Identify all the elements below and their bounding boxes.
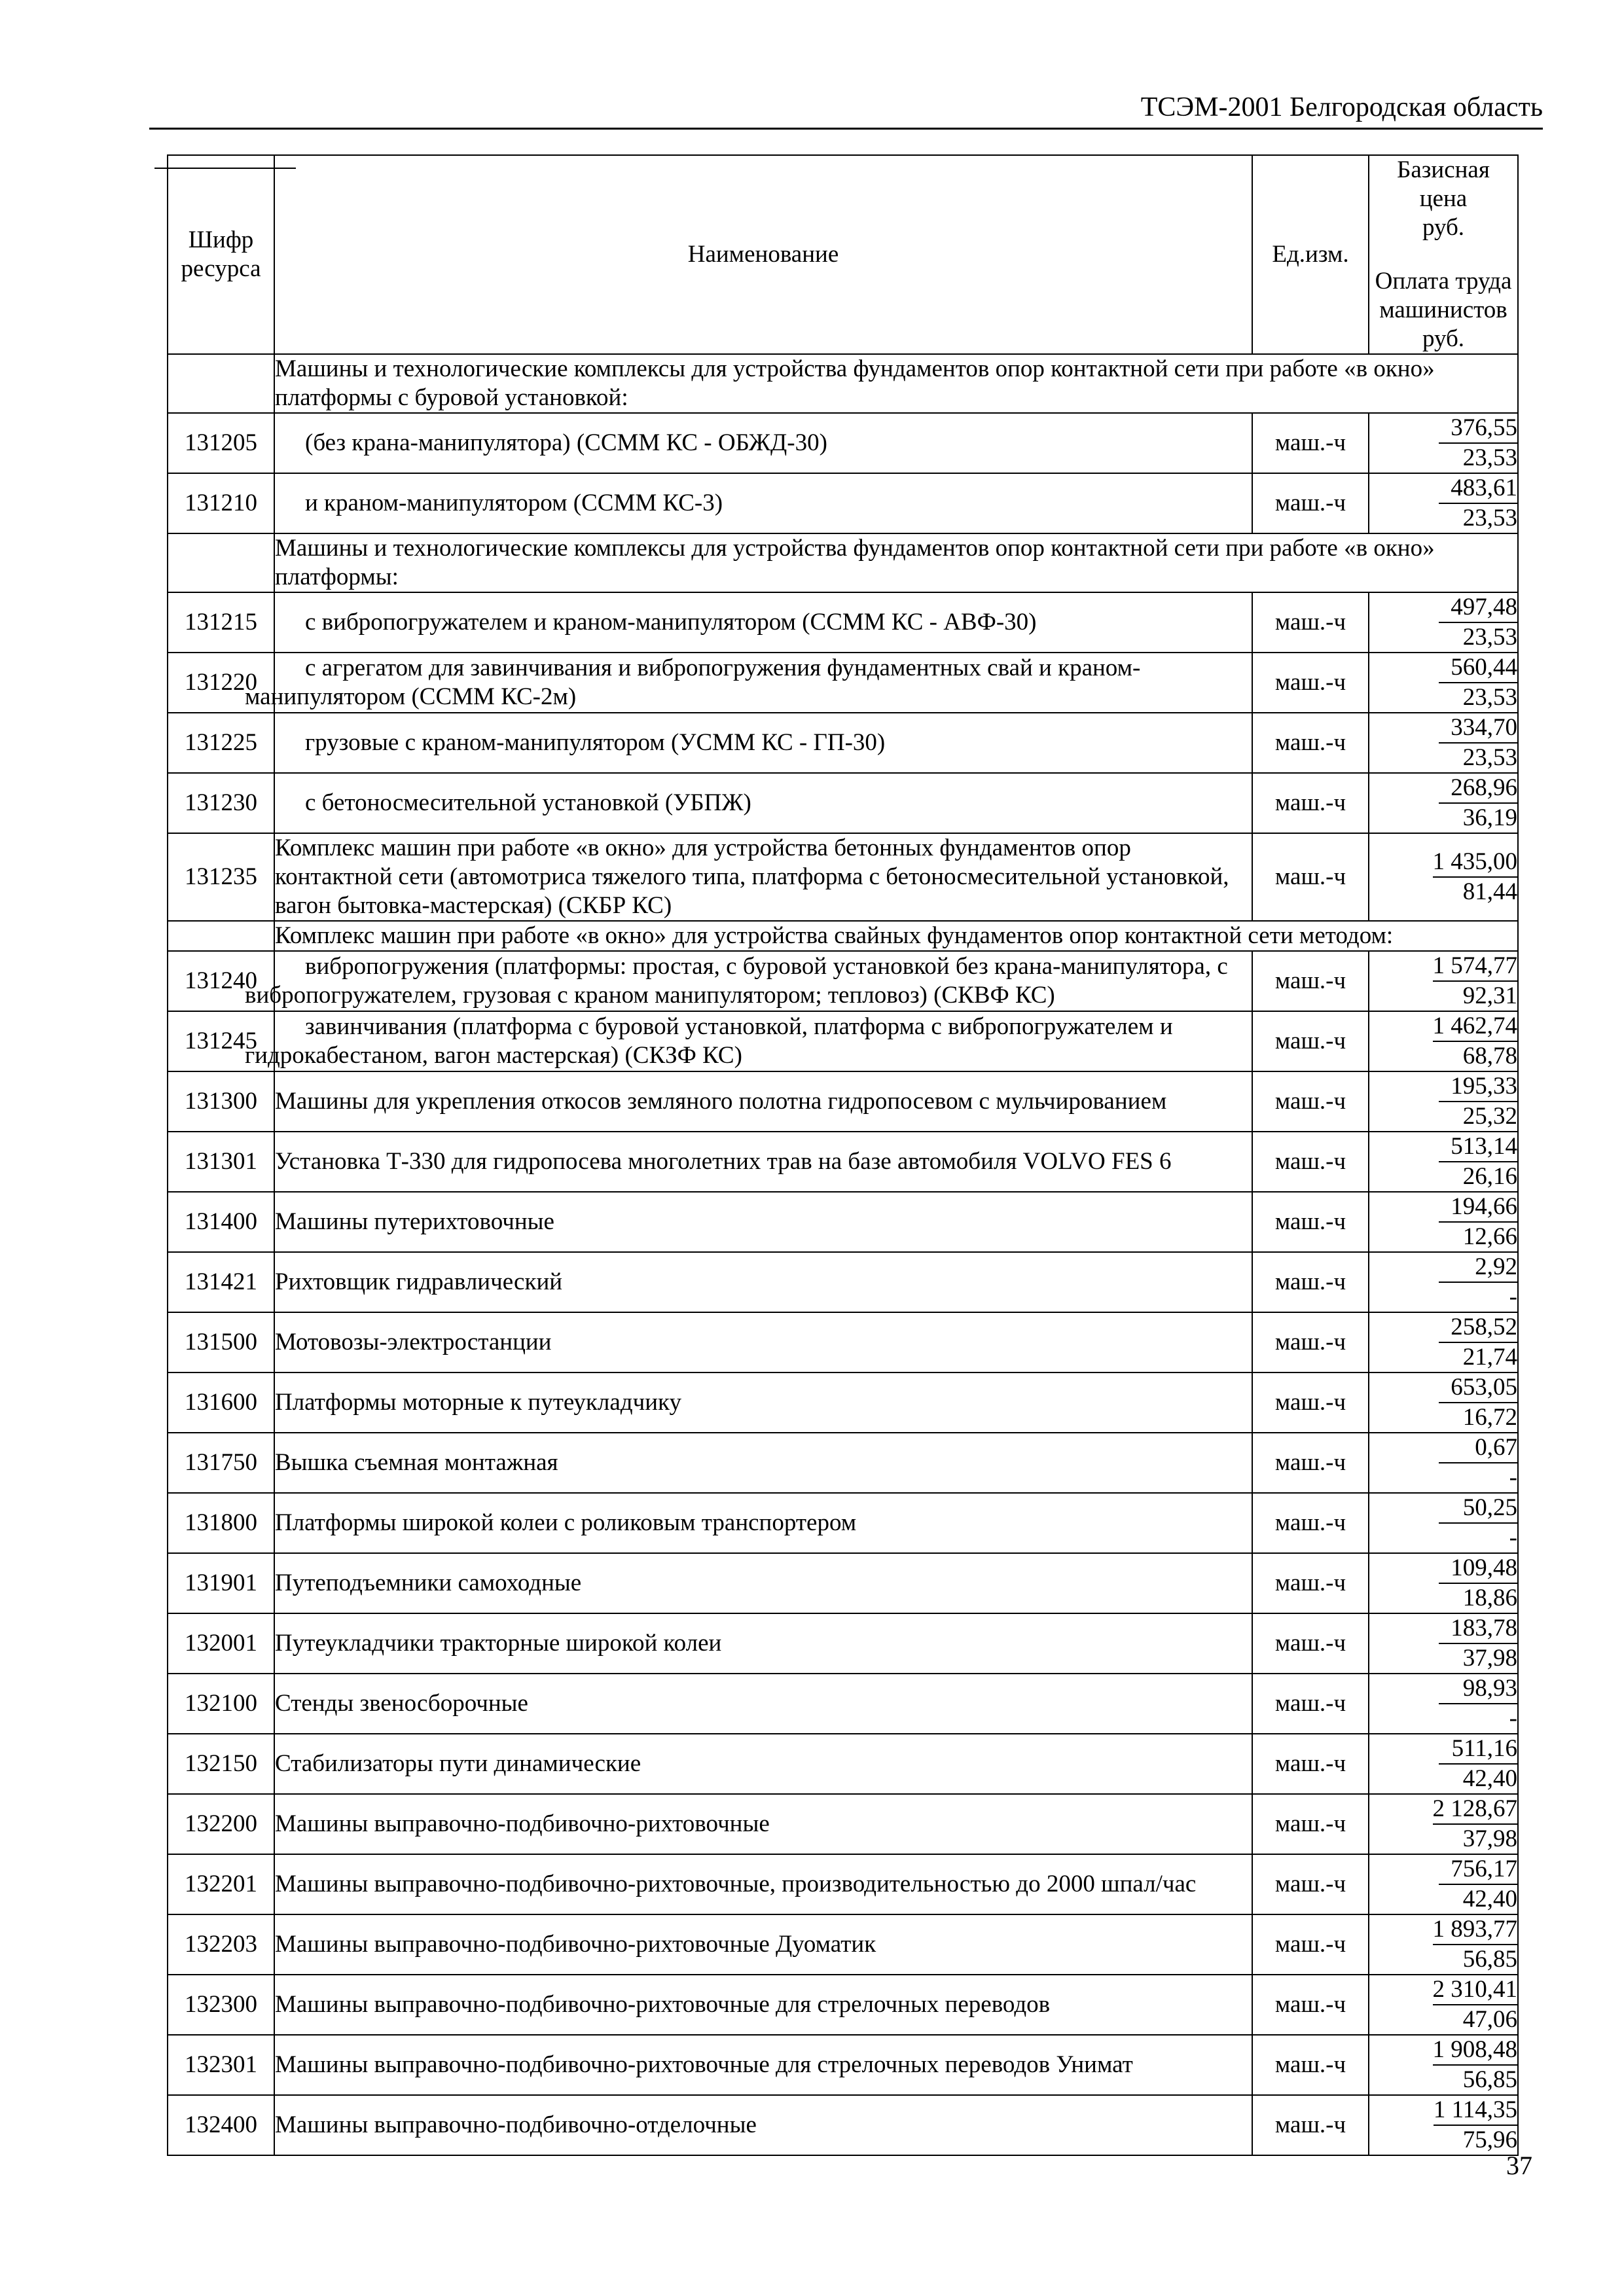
unit-of-measure: маш.-ч (1252, 1975, 1369, 2035)
price-cell (1369, 773, 1518, 833)
resource-name (245, 653, 1252, 713)
operator-labor-value: 25,32 (1462, 1103, 1517, 1130)
resource-code: 131800 (168, 1493, 274, 1553)
resource-code: 131230 (168, 773, 274, 833)
unit-of-measure: маш.-ч (1252, 1794, 1369, 1854)
group-title (274, 533, 1518, 592)
base-price-value: 513,14 (1439, 1132, 1517, 1162)
resource-name (245, 951, 1252, 1011)
table-row (168, 1734, 1518, 1794)
resource-name-line: Машины выправочно-подбивочно-рихтовочные для стрелочных переводов (275, 1991, 1051, 2018)
operator-labor-value: 92,31 (1462, 982, 1517, 1009)
base-price-value: 756,17 (1439, 1855, 1517, 1885)
resource-name-line: с вибропогружателем и краном-манипулятором (ССММ КС - АВФ-30) (305, 609, 1037, 636)
resource-code: 132203 (168, 1914, 274, 1975)
base-price-value: 183,78 (1439, 1614, 1517, 1644)
resources-table (167, 154, 1519, 2156)
resource-name (274, 1914, 1252, 1975)
unit-of-measure: маш.-ч (1252, 592, 1369, 653)
resource-code: 131300 (168, 1071, 274, 1132)
base-price-value: 2 310,41 (1433, 1975, 1518, 2005)
resource-name (274, 1553, 1252, 1613)
unit-of-measure: маш.-ч (1252, 1553, 1369, 1613)
table-row (168, 1132, 1518, 1192)
table-row (168, 833, 1518, 921)
unit-of-measure: маш.-ч (1252, 1372, 1369, 1433)
table-row (168, 592, 1518, 653)
resource-name (274, 1132, 1252, 1192)
resource-name-line: (без крана-манипулятора) (ССММ КС - ОБЖД-30) (305, 429, 827, 456)
unit-of-measure: маш.-ч (1252, 1493, 1369, 1553)
base-price-value: 109,48 (1439, 1554, 1517, 1584)
operator-labor-value: 81,44 (1462, 878, 1517, 905)
operator-labor-value: 37,98 (1462, 1825, 1517, 1852)
price-cell (1369, 951, 1518, 1011)
table-row (168, 1252, 1518, 1312)
base-price-value: 1 574,77 (1433, 952, 1518, 982)
resource-code: 132301 (168, 2035, 274, 2095)
price-cell (1369, 1914, 1518, 1975)
resource-name-line: Путеподъемники самоходные (275, 1570, 582, 1596)
table-row (168, 951, 1518, 1011)
price-cell (1369, 713, 1518, 773)
base-price-value: 497,48 (1439, 593, 1517, 623)
base-price-value: 258,52 (1439, 1313, 1517, 1343)
resource-code: 131215 (168, 592, 274, 653)
table-row (168, 1674, 1518, 1734)
operator-labor-value: 75,96 (1462, 2126, 1517, 2153)
unit-of-measure: маш.-ч (1252, 1433, 1369, 1493)
base-price-value: 195,33 (1439, 1072, 1517, 1102)
table-row (168, 1433, 1518, 1493)
unit-of-measure: маш.-ч (1252, 833, 1369, 921)
price-cell (1369, 833, 1518, 921)
unit-of-measure: маш.-ч (1252, 473, 1369, 533)
price-cell (1369, 1433, 1518, 1493)
group-header-row (168, 533, 1518, 592)
resource-name-line: Стенды звеносборочные (275, 1690, 528, 1717)
resource-name (274, 1794, 1252, 1854)
resource-code: 131600 (168, 1372, 274, 1433)
unit-of-measure: маш.-ч (1252, 1854, 1369, 1914)
base-price-value: 1 114,35 (1434, 2096, 1517, 2126)
table-row (168, 1312, 1518, 1372)
resource-name (274, 2095, 1252, 2155)
unit-of-measure: маш.-ч (1252, 1132, 1369, 1192)
price-cell (1369, 1674, 1518, 1734)
resource-name-line: Стабилизаторы пути динамические (275, 1750, 641, 1777)
operator-labor-value: 42,40 (1462, 1886, 1517, 1912)
base-price-value: 2,92 (1439, 1253, 1517, 1283)
price-cell (1369, 1493, 1518, 1553)
resource-name-line: Платформы широкой колеи с роликовым транспортером (275, 1509, 857, 1536)
labor-header-line: Оплата труда (1375, 268, 1512, 295)
resource-name (274, 413, 1252, 473)
unit-of-measure: маш.-ч (1252, 713, 1369, 773)
resource-name-line: Рихтовщик гидравлический (275, 1268, 563, 1295)
operator-labor-value: 21,74 (1462, 1344, 1517, 1371)
resource-name-line: и краном-манипулятором (ССММ КС-3) (305, 490, 723, 516)
group-code-cell (168, 533, 274, 592)
unit-of-measure: маш.-ч (1252, 1312, 1369, 1372)
operator-labor-value: 23,53 (1462, 744, 1517, 771)
table-row (168, 1914, 1518, 1975)
unit-of-measure: маш.-ч (1252, 1613, 1369, 1674)
resource-name-line: Машины выправочно-подбивочно-рихтовочные Дуоматик (275, 1931, 876, 1958)
table-row (168, 1372, 1518, 1433)
resource-code: 132001 (168, 1613, 274, 1674)
price-cell (1369, 2035, 1518, 2095)
base-price-value: 1 893,77 (1433, 1915, 1518, 1945)
resource-name-line: завинчивания (платформа с буровой установкой, платформа с вибропогружателем и (305, 1013, 1173, 1040)
resource-name-line: вибропогружателем, грузовая с краном манипулятором; тепловоз) (СКВФ КС) (245, 982, 1055, 1009)
resource-name-line: Комплекс машин при работе «в окно» для устройства бетонных фундаментов опор (275, 834, 1131, 861)
header-rule (149, 128, 1543, 130)
table-row (168, 653, 1518, 713)
base-price-value: 376,55 (1439, 414, 1517, 444)
group-code-cell (168, 921, 274, 951)
column-header-price (1369, 155, 1518, 354)
operator-labor-value: 37,98 (1462, 1645, 1517, 1672)
price-header-line: цена (1419, 185, 1468, 212)
price-cell (1369, 413, 1518, 473)
resource-code: 131400 (168, 1192, 274, 1252)
resource-code: 131421 (168, 1252, 274, 1312)
resource-name (274, 1674, 1252, 1734)
unit-of-measure: маш.-ч (1252, 1734, 1369, 1794)
price-cell (1369, 1854, 1518, 1914)
operator-labor-value: 23,53 (1462, 505, 1517, 531)
operator-labor-value: - (1509, 1464, 1517, 1491)
unit-of-measure: маш.-ч (1252, 2095, 1369, 2155)
resource-name-line: Мотовозы-электростанции (275, 1329, 552, 1355)
table-row (168, 1854, 1518, 1914)
price-cell (1369, 473, 1518, 533)
unit-of-measure: маш.-ч (1252, 1914, 1369, 1975)
unit-of-measure: маш.-ч (1252, 951, 1369, 1011)
price-cell (1369, 1192, 1518, 1252)
resource-code: 132100 (168, 1674, 274, 1734)
resource-code: 132300 (168, 1975, 274, 2035)
price-cell (1369, 653, 1518, 713)
base-price-value: 511,16 (1439, 1734, 1517, 1765)
document-title: ТСЭМ-2001 Белгородская область (1140, 92, 1543, 122)
operator-labor-value: 36,19 (1462, 804, 1517, 831)
resource-name (274, 1854, 1252, 1914)
table-row (168, 1011, 1518, 1071)
resource-name (274, 1372, 1252, 1433)
table-header-row (168, 155, 1518, 354)
price-cell (1369, 1794, 1518, 1854)
operator-labor-value: 12,66 (1462, 1223, 1517, 1250)
price-cell (1369, 1734, 1518, 1794)
unit-of-measure: маш.-ч (1252, 1192, 1369, 1252)
operator-labor-value: 18,86 (1462, 1585, 1517, 1611)
price-cell (1369, 592, 1518, 653)
unit-of-measure: маш.-ч (1252, 1071, 1369, 1132)
resource-name (274, 1613, 1252, 1674)
group-code-cell (168, 354, 274, 413)
resource-name (274, 1252, 1252, 1312)
resource-name-line: Машины выправочно-подбивочно-рихтовочные, производительностью до 2000 шпал/час (275, 1871, 1197, 1897)
group-header-row (168, 354, 1518, 413)
resource-name (274, 2035, 1252, 2095)
table-row (168, 1613, 1518, 1674)
group-title-line: Машины и технологические комплексы для устройства фундаментов опор контактной сети при работе «в окно» (275, 535, 1435, 562)
resource-name (274, 833, 1252, 921)
operator-labor-value: - (1509, 1283, 1517, 1310)
resource-code: 131225 (168, 713, 274, 773)
price-header-line: Базисная (1397, 156, 1490, 183)
resource-name (274, 773, 1252, 833)
base-price-value: 1 462,74 (1433, 1012, 1518, 1042)
price-cell (1369, 1071, 1518, 1132)
table-row (168, 1493, 1518, 1553)
table-row (168, 1192, 1518, 1252)
resource-name (274, 1734, 1252, 1794)
base-price-value: 560,44 (1439, 653, 1517, 683)
resource-name (274, 1975, 1252, 2035)
group-title-line: платформы с буровой установкой: (275, 384, 628, 411)
table-row (168, 713, 1518, 773)
resource-name-line: Машины путерихтовочные (275, 1208, 554, 1235)
table-row (168, 473, 1518, 533)
base-price-value: 334,70 (1439, 713, 1517, 744)
labor-header-line: машинистов (1379, 296, 1507, 323)
resource-code: 131220 (168, 653, 274, 713)
resource-code: 132201 (168, 1854, 274, 1914)
resource-name (274, 1192, 1252, 1252)
group-title-line: платформы: (275, 564, 399, 590)
price-cell (1369, 1252, 1518, 1312)
resource-code: 131205 (168, 413, 274, 473)
operator-labor-value: 16,72 (1462, 1404, 1517, 1431)
unit-of-measure: маш.-ч (1252, 413, 1369, 473)
resource-name-line: Машины для укрепления откосов земляного полотна гидропосевом с мульчированием (275, 1088, 1167, 1115)
base-price-value: 483,61 (1439, 474, 1517, 504)
group-title (274, 921, 1518, 951)
page-number: 37 (1506, 2151, 1532, 2180)
operator-labor-value: 26,16 (1462, 1163, 1517, 1190)
operator-labor-value: 56,85 (1462, 1946, 1517, 1973)
base-price-value: 194,66 (1439, 1193, 1517, 1223)
resource-code: 131245 (168, 1011, 274, 1071)
resource-code: 131500 (168, 1312, 274, 1372)
resource-name (274, 1433, 1252, 1493)
resource-code: 131901 (168, 1553, 274, 1613)
table-row (168, 413, 1518, 473)
price-cell (1369, 1132, 1518, 1192)
operator-labor-value: - (1509, 1705, 1517, 1732)
resource-name-line: гидрокабестаном, вагон мастерская) (СКЗФ КС) (245, 1042, 742, 1069)
operator-labor-value: 68,78 (1462, 1043, 1517, 1069)
resource-code: 131210 (168, 473, 274, 533)
resource-code: 131240 (168, 951, 274, 1011)
table-row (168, 2035, 1518, 2095)
group-header-row (168, 921, 1518, 951)
base-price-value: 268,96 (1439, 774, 1517, 804)
resource-code: 131235 (168, 833, 274, 921)
resource-name (274, 1071, 1252, 1132)
resource-name (274, 1312, 1252, 1372)
group-title-line: Машины и технологические комплексы для устройства фундаментов опор контактной сети при работе «в окно» (275, 355, 1435, 382)
table-row (168, 1975, 1518, 2035)
base-price-value: 1 908,48 (1433, 2036, 1518, 2066)
table-row (168, 1794, 1518, 1854)
table-row (168, 2095, 1518, 2155)
unit-of-measure: маш.-ч (1252, 773, 1369, 833)
price-cell (1369, 1312, 1518, 1372)
operator-labor-value: 23,53 (1462, 684, 1517, 711)
resource-code: 132400 (168, 2095, 274, 2155)
price-cell (1369, 2095, 1518, 2155)
base-price-value: 98,93 (1439, 1674, 1517, 1704)
base-price-value: 1 435,00 (1433, 848, 1518, 878)
resource-name (274, 1493, 1252, 1553)
unit-of-measure: маш.-ч (1252, 1252, 1369, 1312)
operator-labor-value: 23,53 (1462, 624, 1517, 651)
price-cell (1369, 1011, 1518, 1071)
group-title (274, 354, 1518, 413)
base-price-value: 2 128,67 (1433, 1795, 1518, 1825)
resource-name-line: Платформы моторные к путеукладчику (275, 1389, 681, 1416)
price-cell (1369, 1372, 1518, 1433)
resource-name-line: Путеукладчики тракторные широкой колеи (275, 1630, 722, 1657)
resource-name (274, 473, 1252, 533)
resource-code: 131750 (168, 1433, 274, 1493)
operator-labor-value: 47,06 (1462, 2006, 1517, 2033)
table-row (168, 1553, 1518, 1613)
resource-name-line: Машины выправочно-подбивочно-рихтовочные (275, 1810, 770, 1837)
base-price-value: 0,67 (1439, 1433, 1517, 1463)
column-header-code: Шифр ресурса (168, 155, 274, 354)
resource-name (274, 713, 1252, 773)
resource-name-line: контактной сети (автомотриса тяжелого типа, платформа с бетоносмесительной установкой, (275, 863, 1229, 890)
resource-name-line: манипулятором (ССММ КС-2м) (245, 683, 577, 710)
unit-of-measure: маш.-ч (1252, 1011, 1369, 1071)
unit-of-measure: маш.-ч (1252, 2035, 1369, 2095)
resource-name-line: вагон бытовка-мастерская) (СКБР КС) (275, 892, 672, 919)
resource-code: 131301 (168, 1132, 274, 1192)
price-cell (1369, 1553, 1518, 1613)
resource-name (245, 1011, 1252, 1071)
resource-name-line: грузовые с краном-манипулятором (УСММ КС - ГП-30) (305, 729, 886, 756)
table-row (168, 1071, 1518, 1132)
resource-name-line: с бетоносмесительной установкой (УБПЖ) (305, 789, 751, 816)
resource-name-line: с агрегатом для завинчивания и вибропогружения фундаментных свай и краном- (305, 655, 1141, 681)
column-header-unit: Ед.изм. (1252, 155, 1369, 354)
resource-name-line: Машины выправочно-подбивочно-рихтовочные для стрелочных переводов Унимат (275, 2051, 1133, 2078)
price-header-line: руб. (1422, 214, 1465, 241)
resource-code: 132150 (168, 1734, 274, 1794)
operator-labor-value: - (1509, 1524, 1517, 1551)
resource-name-line: Вышка съемная монтажная (275, 1449, 558, 1476)
base-price-value: 653,05 (1439, 1373, 1517, 1403)
table-body (168, 354, 1518, 2155)
base-price-value: 50,25 (1439, 1494, 1517, 1524)
labor-header-line: руб. (1422, 325, 1465, 352)
operator-labor-value: 23,53 (1462, 444, 1517, 471)
unit-of-measure: маш.-ч (1252, 653, 1369, 713)
unit-of-measure: маш.-ч (1252, 1674, 1369, 1734)
resource-code: 132200 (168, 1794, 274, 1854)
price-cell (1369, 1613, 1518, 1674)
column-header-name: Наименование (274, 155, 1252, 354)
resource-name (274, 592, 1252, 653)
price-cell (1369, 1975, 1518, 2035)
table-row (168, 773, 1518, 833)
operator-labor-value: 56,85 (1462, 2066, 1517, 2093)
operator-labor-value: 42,40 (1462, 1765, 1517, 1792)
resource-name-line: Машины выправочно-подбивочно-отделочные (275, 2111, 757, 2138)
resource-name-line: вибропогружения (платформы: простая, с буровой установкой без крана-манипулятора, с (305, 953, 1228, 980)
resource-name-line: Установка Т-330 для гидропосева многолетних трав на базе автомобиля VOLVO FES 6 (275, 1148, 1172, 1175)
group-title-line: Комплекс машин при работе «в окно» для устройства свайных фундаментов опор контактной сети методом: (275, 922, 1394, 949)
